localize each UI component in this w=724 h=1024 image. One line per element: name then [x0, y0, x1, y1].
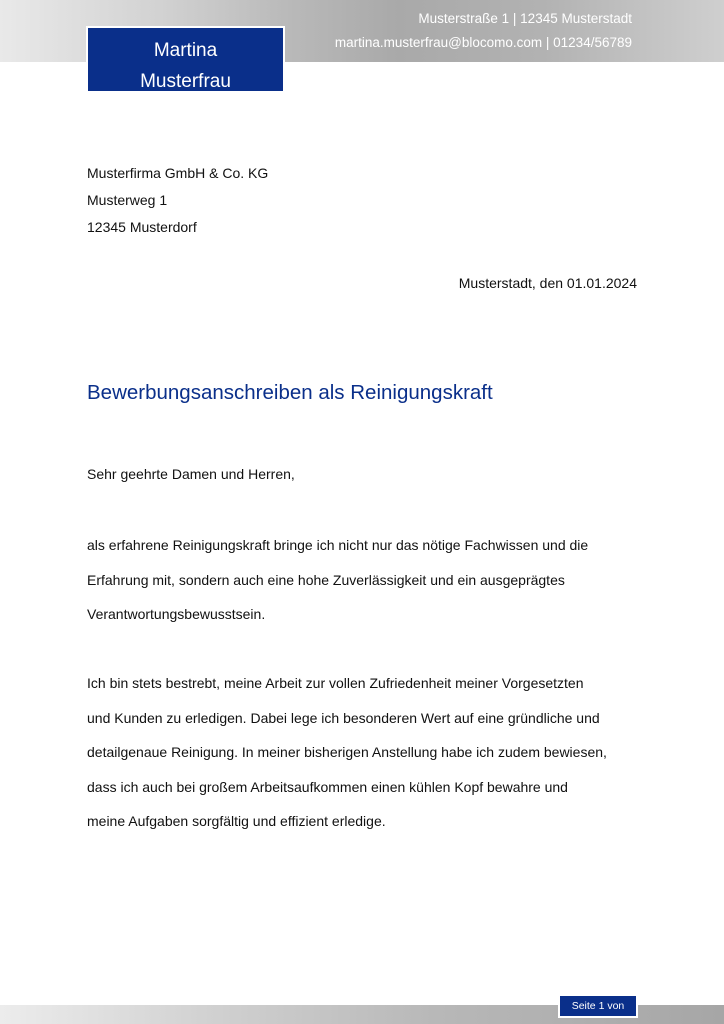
paragraph-2: [87, 666, 647, 839]
paragraph-line: detailgenaue Reinigung. In meiner bisherigen Anstellung habe ich zudem bewiesen,: [87, 744, 607, 760]
sender-name-box: [86, 26, 285, 93]
paragraph-line: dass ich auch bei großem Arbeitsaufkommen einen kühlen Kopf bewahre und: [87, 778, 568, 795]
letter-date: Musterstadt, den 01.01.2024: [458, 275, 637, 291]
paragraph-line: Ich bin stets bestrebt, meine Arbeit zur vollen Zufriedenheit meiner Vorgesetzten: [87, 675, 584, 691]
paragraph-line: als erfahrene Reinigungskraft bringe ich nicht nur das nötige Fachwissen und die: [87, 537, 589, 553]
recipient-address-block: [87, 160, 268, 241]
paragraph-line: und Kunden zu erledigen. Dabei lege ich besonderen Wert auf eine gründliche und: [87, 709, 600, 726]
sender-address: Musterstraße 1 | 12345 Musterstadt: [418, 11, 632, 26]
paragraph-1: [87, 528, 647, 632]
sender-first-name: Martina: [153, 40, 218, 61]
sender-contact: martina.musterfrau@blocomo.com | 01234/56789: [334, 35, 632, 50]
paragraph-line: meine Aufgaben sorgfältig und effizient erledige.: [87, 813, 386, 829]
paragraph-line: Verantwortungsbewusstsein.: [87, 606, 266, 622]
paragraph-line: Erfahrung mit, sondern auch eine hohe Zuverlässigkeit und ein ausgeprägtes: [87, 571, 565, 588]
recipient-company: Musterfirma GmbH & Co. KG: [87, 165, 269, 181]
page-number-badge: Seite 1 von: [558, 994, 638, 1018]
letter-subject: Bewerbungsanschreiben als Reinigungskraft: [87, 381, 493, 404]
sender-last-name: Musterfrau: [140, 71, 231, 92]
salutation: Sehr geehrte Damen und Herren,: [87, 466, 295, 482]
recipient-street: Musterweg 1: [87, 192, 168, 208]
recipient-city: 12345 Musterdorf: [87, 219, 197, 235]
